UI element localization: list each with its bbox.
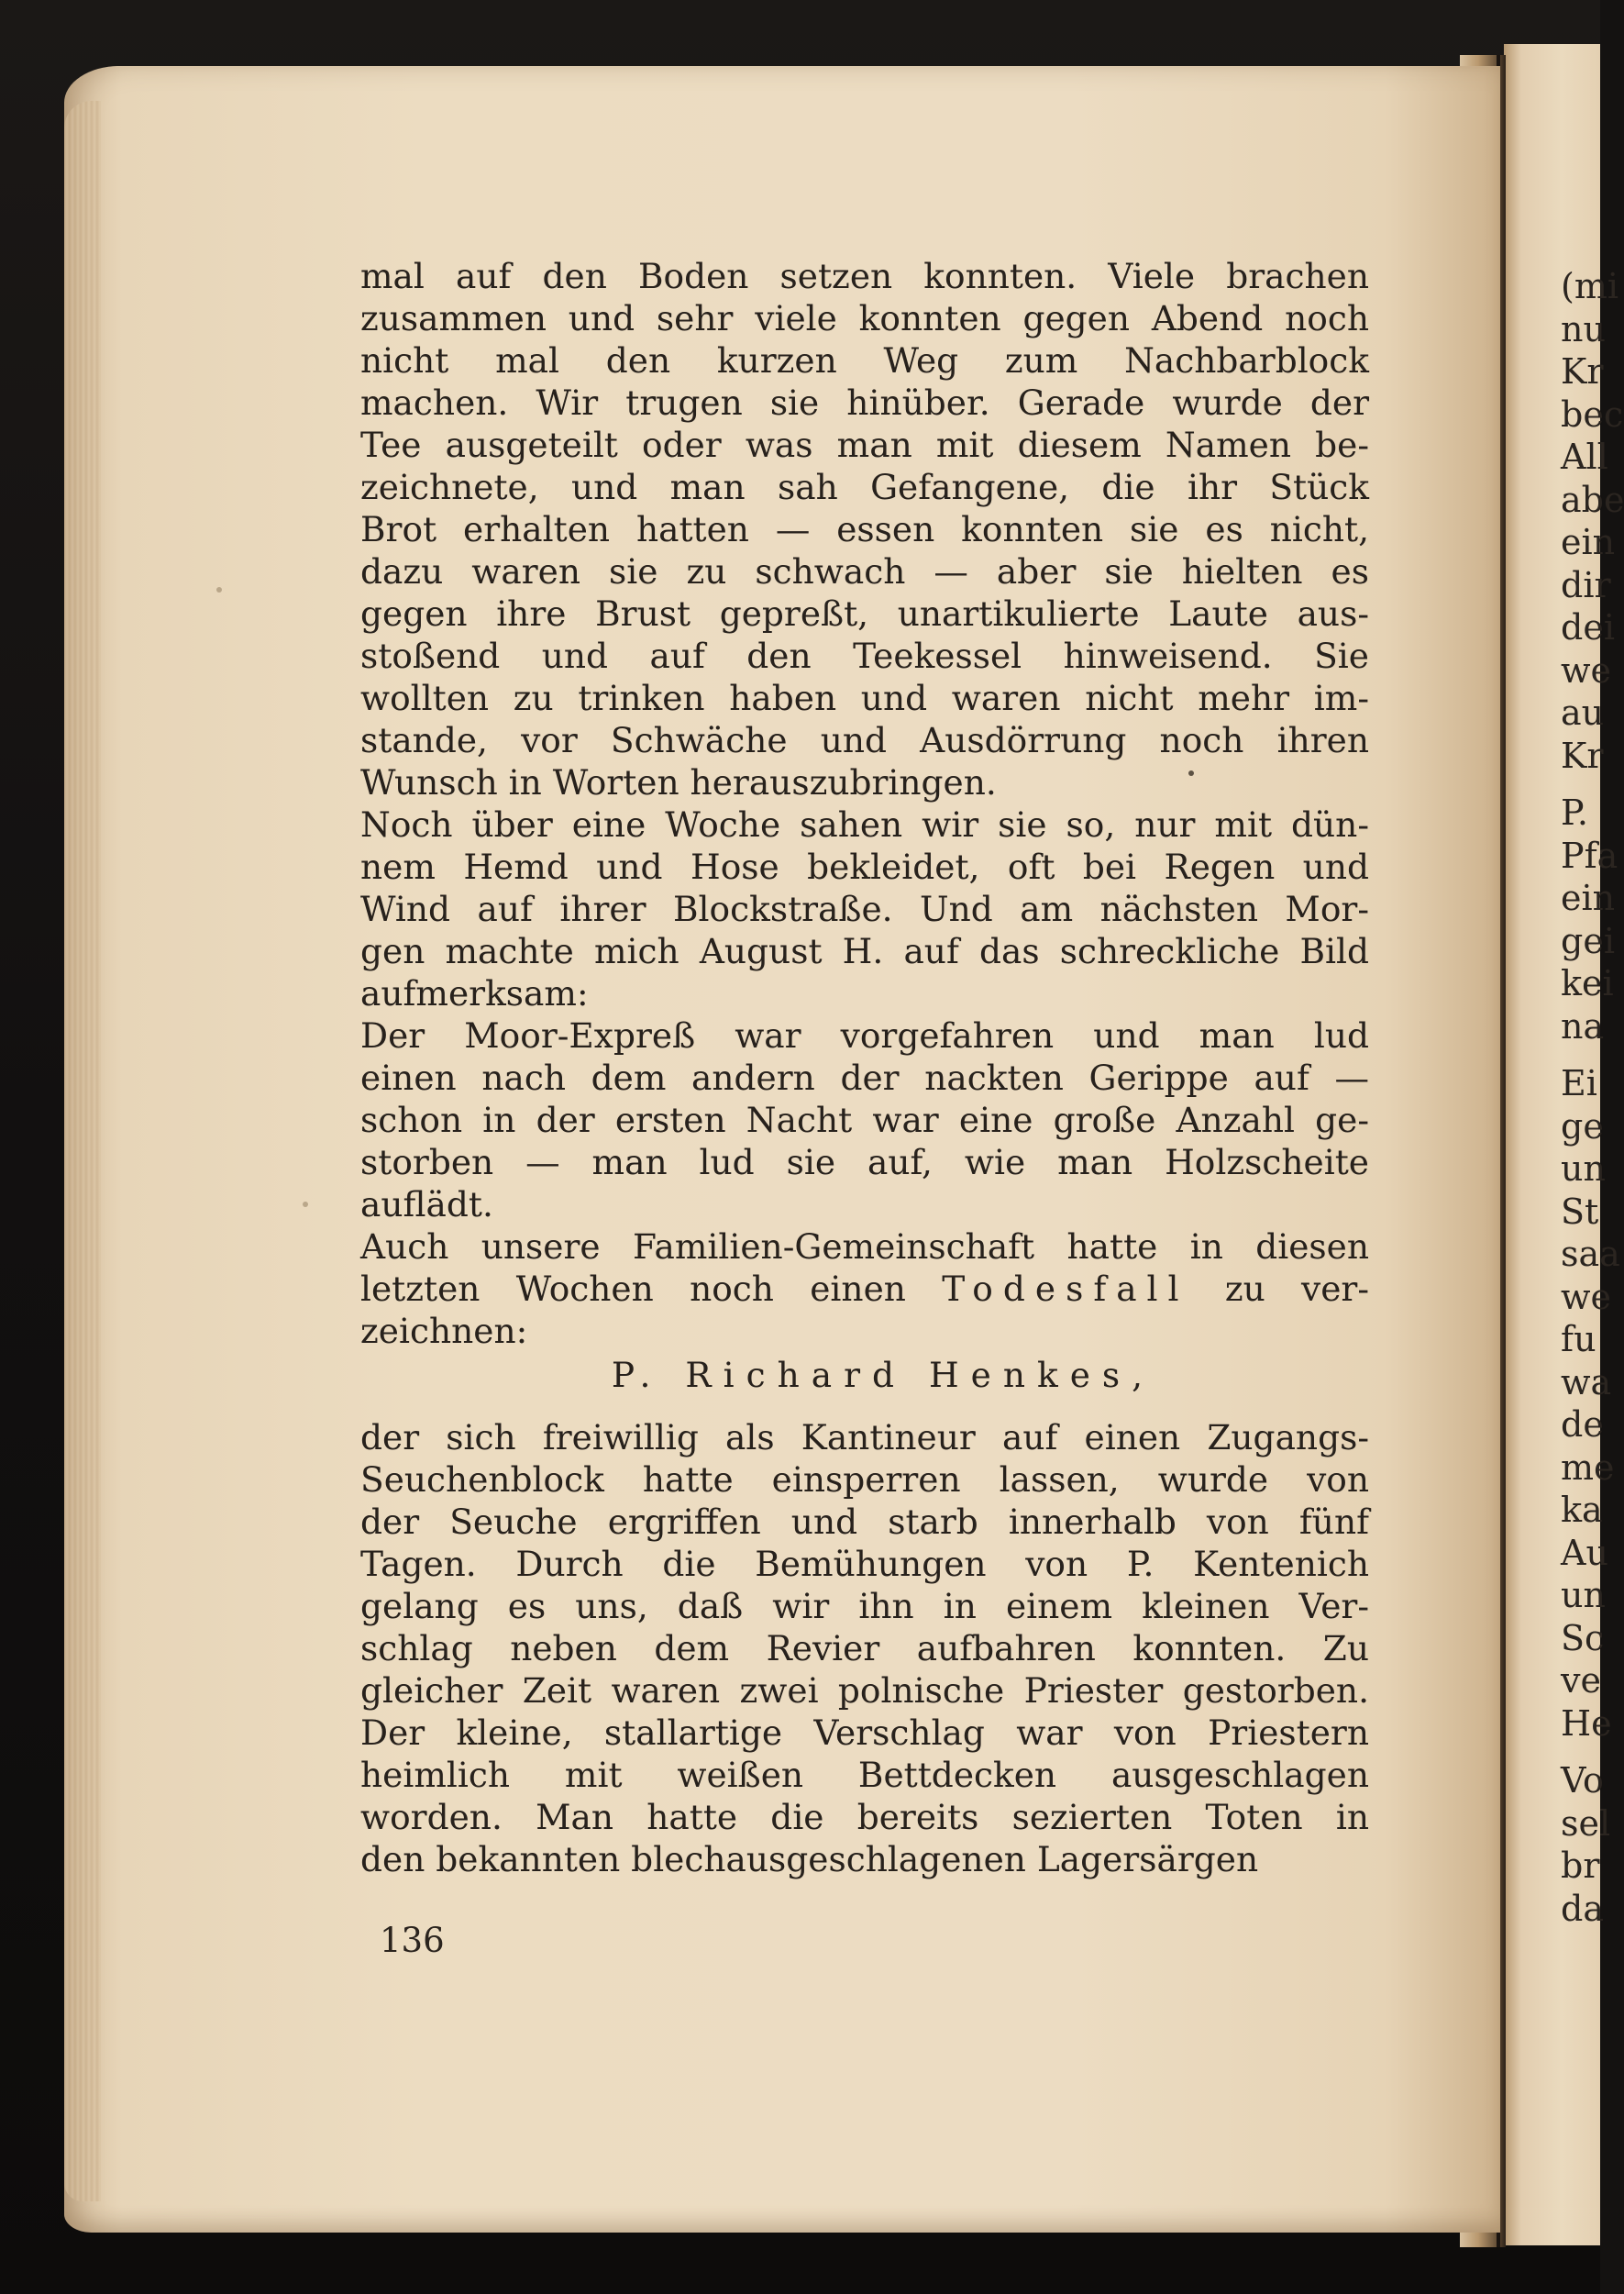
right-page-line: ein <box>1561 878 1616 918</box>
text-line: schlag neben dem Revier aufbahren konnten. Zu <box>360 1628 1369 1668</box>
right-page-line: de <box>1561 1404 1604 1445</box>
right-page-line: abe <box>1561 479 1624 520</box>
text-line: Auch unsere Familien-Gemeinschaft hatte in diesen <box>360 1226 1369 1267</box>
text-line: dazu waren sie zu schwach — aber sie hielten es <box>360 551 1369 592</box>
right-page-line: gei <box>1561 920 1615 961</box>
right-page-line: He <box>1561 1702 1612 1744</box>
right-page-line: da <box>1561 1888 1604 1929</box>
right-page-line: me <box>1561 1446 1615 1488</box>
text-line-emphasis <box>360 1268 1369 1310</box>
right-page-line: ka <box>1561 1490 1603 1530</box>
text-line: mal auf den Boden setzen konnten. Viele brachen <box>360 256 1369 296</box>
text-line: Noch über eine Woche sahen wir sie so, nur mit dün- <box>360 804 1369 845</box>
text-line: gegen ihre Brust gepreßt, unartikulierte Laute aus- <box>360 593 1369 634</box>
text-line: heimlich mit weißen Bettdecken ausgeschlagen <box>360 1755 1369 1795</box>
text-line: nicht mal den kurzen Weg zum Nachbarblock <box>360 340 1369 381</box>
right-page-line: br <box>1561 1845 1600 1886</box>
right-page-line: Vo <box>1561 1760 1604 1801</box>
right-page-line: Pfa <box>1561 835 1618 876</box>
text-line: nem Hemd und Hose bekleidet, oft bei Regen und <box>360 847 1369 887</box>
right-page-line: au <box>1561 693 1605 733</box>
right-page-line: we <box>1561 649 1612 691</box>
right-page-line: we <box>1561 1276 1612 1317</box>
body-text <box>360 255 1369 1880</box>
paper-speck <box>1188 770 1194 776</box>
right-page-line: St <box>1561 1191 1599 1232</box>
right-page-line: (mi <box>1561 266 1619 306</box>
page-number: 136 <box>380 1921 445 1960</box>
right-page-line: kei <box>1561 963 1614 1003</box>
text-line: zeichnen: <box>360 1311 528 1351</box>
text-line: Tagen. Durch die Bemühungen von P. Kentenich <box>360 1544 1369 1584</box>
right-page-line: saa <box>1561 1234 1620 1274</box>
paragraph-4 <box>360 1225 1369 1352</box>
text-line: zusammen und sehr viele konnten gegen Abend noch <box>360 298 1369 338</box>
right-page-line: ein <box>1561 522 1616 562</box>
text-line: gen machte mich August H. auf das schreckliche Bild <box>360 931 1369 971</box>
paragraph-5 <box>360 1416 1369 1880</box>
right-page-line: Kr <box>1561 351 1604 392</box>
right-page-line: bec <box>1561 393 1624 435</box>
right-page-line: wa <box>1561 1361 1612 1402</box>
text-line: Der Moor-Expreß war vorgefahren und man lud <box>360 1015 1369 1056</box>
right-page-line: fu <box>1561 1319 1596 1359</box>
text-line: schon in der ersten Nacht war eine große Anzahl ge- <box>360 1100 1369 1140</box>
right-page-line: dei <box>1561 607 1615 648</box>
text-line: worden. Man hatte die bereits sezierten Toten in <box>360 1797 1369 1837</box>
text-line: zeichnete, und man sah Gefangene, die ihr Stück <box>360 467 1369 507</box>
text-line: Brot erhalten hatten — essen konnten sie es nicht, <box>360 509 1369 549</box>
text-line: der sich freiwillig als Kantineur auf einen Zugangs- <box>360 1417 1369 1457</box>
right-page-line: sel <box>1561 1802 1611 1844</box>
text-line: machen. Wir trugen sie hinüber. Gerade wurde der <box>360 382 1369 423</box>
paper-speck <box>303 1202 308 1207</box>
paragraph-1 <box>360 255 1369 803</box>
text-line: auflädt. <box>360 1184 493 1225</box>
right-page-line: dir <box>1561 564 1611 605</box>
text-line: Tee ausgeteilt oder was man mit diesem Namen be- <box>360 425 1369 465</box>
text-line: storben — man lud sie auf, wie man Holzscheite <box>360 1142 1369 1182</box>
centered-name: P. Richard Henkes, <box>611 1355 1155 1395</box>
right-page-line: un <box>1561 1575 1606 1615</box>
right-page <box>1504 44 1624 2245</box>
right-page-line: ge <box>1561 1105 1604 1147</box>
text-line: der Seuche ergriffen und starb innerhalb von fünf <box>360 1502 1369 1542</box>
page-edge <box>64 101 101 2201</box>
text-line: Wind auf ihrer Blockstraße. Und am nächsten Mor- <box>360 889 1369 929</box>
paper-speck <box>216 587 222 593</box>
text-line: wollten zu trinken haben und waren nicht mehr im- <box>360 678 1369 718</box>
text-line: aufmerksam: <box>360 973 589 1014</box>
text-line: gleicher Zeit waren zwei polnische Priester gestorben. <box>360 1670 1369 1711</box>
text-line: einen nach dem andern der nackten Gerippe auf — <box>360 1058 1369 1098</box>
text-line: gelang es uns, daß wir ihn in einem kleinen Ver- <box>360 1586 1369 1626</box>
right-page-line: Sc <box>1561 1617 1605 1658</box>
right-page-line: ve <box>1561 1660 1601 1701</box>
right-page-line: Au <box>1561 1532 1608 1573</box>
text-line: Wunsch in Worten herauszubringen. <box>360 762 997 803</box>
right-page-line: na <box>1561 1005 1605 1047</box>
text-segment: letzten Wochen noch einen <box>360 1269 943 1309</box>
text-segment: zu ver- <box>1188 1269 1369 1309</box>
right-page-line: All <box>1561 437 1608 477</box>
text-line: Der kleine, stallartige Verschlag war von Priestern <box>360 1712 1369 1753</box>
text-line: stande, vor Schwäche und Ausdörrung noch ihren <box>360 720 1369 760</box>
text-line: stoßend und auf den Teekessel hinweisend. Sie <box>360 636 1369 676</box>
paragraph-2 <box>360 803 1369 1014</box>
text-line: Seuchenblock hatte einsperren lassen, wurde von <box>360 1459 1369 1500</box>
right-page-line: Kr <box>1561 735 1604 776</box>
right-page-line: un <box>1561 1148 1606 1189</box>
spaced-word: Todesfall <box>942 1269 1189 1309</box>
right-page-line: P. <box>1561 792 1588 833</box>
paragraph-3 <box>360 1014 1369 1225</box>
right-page-line: Ei <box>1561 1063 1597 1103</box>
text-line: den bekannten blechausgeschlagenen Lagersärgen <box>360 1839 1259 1879</box>
right-page-line: nu <box>1561 308 1606 349</box>
